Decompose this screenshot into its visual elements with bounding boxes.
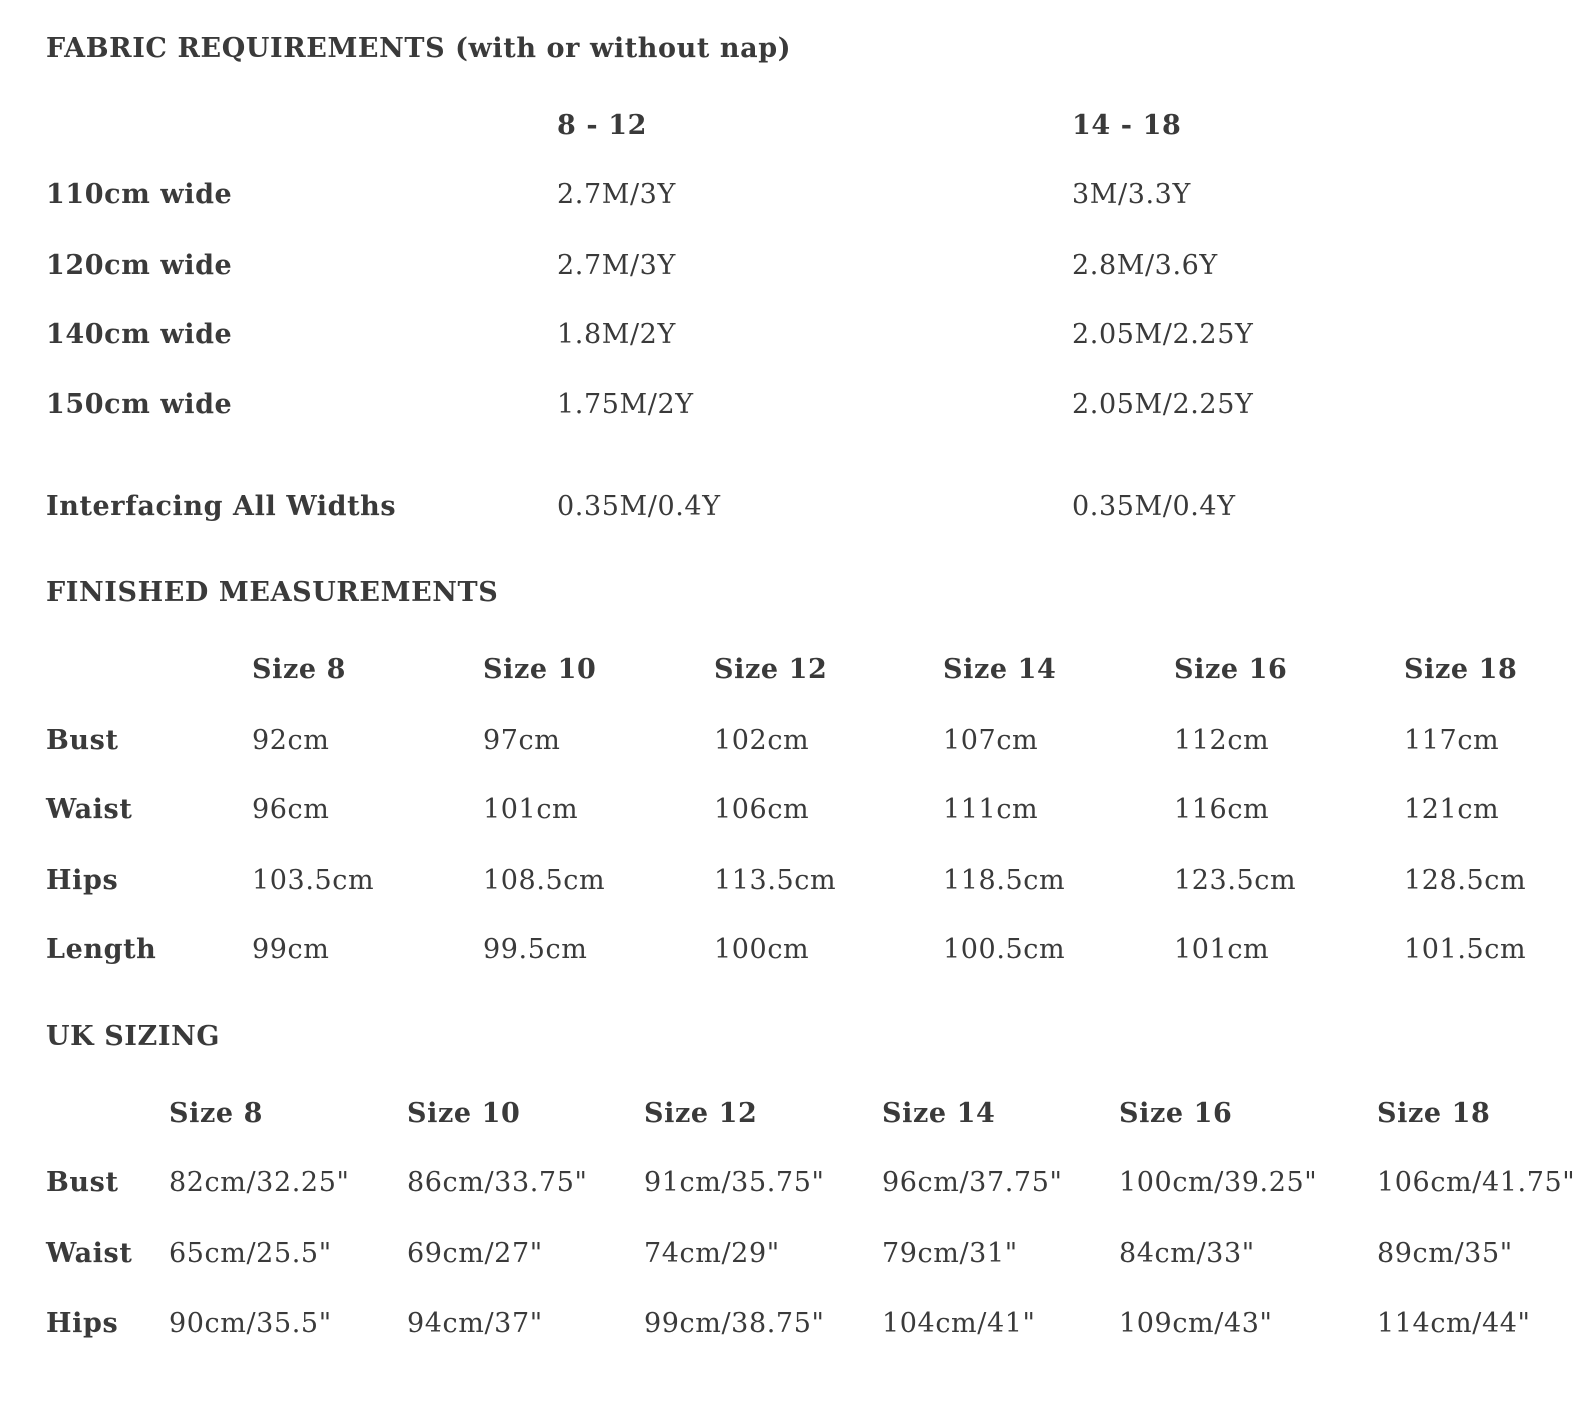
uk-header: Size 14 <box>882 1098 996 1129</box>
finished-cell: 112cm <box>1174 725 1270 756</box>
finished-cell: 107cm <box>943 725 1039 756</box>
uk-cell: 65cm/25.5" <box>169 1238 332 1269</box>
uk-cell: 84cm/33" <box>1119 1238 1255 1269</box>
finished-row-label: Bust <box>46 725 119 756</box>
fabric-row-label: Interfacing All Widths <box>46 491 397 522</box>
uk-header: Size 10 <box>407 1098 521 1129</box>
uk-cell: 82cm/32.25" <box>169 1167 350 1198</box>
finished-cell: 123.5cm <box>1174 865 1297 896</box>
uk-cell: 89cm/35" <box>1377 1238 1513 1269</box>
finished-measurements-title: FINISHED MEASUREMENTS <box>46 577 499 608</box>
uk-cell: 109cm/43" <box>1119 1308 1273 1339</box>
fabric-cell: 2.05M/2.25Y <box>1072 389 1254 420</box>
finished-cell: 103.5cm <box>252 865 375 896</box>
uk-cell: 86cm/33.75" <box>407 1167 588 1198</box>
finished-cell: 96cm <box>252 794 330 825</box>
finished-header: Size 12 <box>714 654 828 685</box>
uk-cell: 99cm/38.75" <box>644 1308 825 1339</box>
uk-cell: 90cm/35.5" <box>169 1308 332 1339</box>
finished-cell: 102cm <box>714 725 810 756</box>
fabric-cell: 2.7M/3Y <box>557 250 676 281</box>
fabric-cell: 1.8M/2Y <box>557 319 676 350</box>
fabric-row-label: 140cm wide <box>46 319 233 350</box>
fabric-cell: 3M/3.3Y <box>1072 179 1191 210</box>
finished-cell: 92cm <box>252 725 330 756</box>
uk-row-label: Hips <box>46 1308 119 1339</box>
finished-cell: 121cm <box>1404 794 1500 825</box>
fabric-cell: 2.8M/3.6Y <box>1072 250 1218 281</box>
uk-cell: 104cm/41" <box>882 1308 1036 1339</box>
finished-cell: 99.5cm <box>483 934 588 965</box>
finished-header: Size 16 <box>1174 654 1288 685</box>
fabric-row-label: 150cm wide <box>46 389 233 420</box>
finished-cell: 101cm <box>483 794 579 825</box>
fabric-cell: 1.75M/2Y <box>557 389 694 420</box>
uk-cell: 100cm/39.25" <box>1119 1167 1318 1198</box>
uk-header: Size 18 <box>1377 1098 1491 1129</box>
uk-cell: 106cm/41.75" <box>1377 1167 1576 1198</box>
finished-cell: 101.5cm <box>1404 934 1527 965</box>
finished-cell: 117cm <box>1404 725 1500 756</box>
fabric-requirements-title: FABRIC REQUIREMENTS (with or without nap) <box>46 33 792 64</box>
fabric-header-14-18: 14 - 18 <box>1072 110 1182 141</box>
finished-cell: 116cm <box>1174 794 1270 825</box>
fabric-cell: 2.05M/2.25Y <box>1072 319 1254 350</box>
fabric-row-label: 110cm wide <box>46 179 233 210</box>
finished-cell: 118.5cm <box>943 865 1066 896</box>
uk-sizing-title: UK SIZING <box>46 1021 221 1052</box>
finished-row-label: Waist <box>46 794 133 825</box>
uk-row-label: Waist <box>46 1238 133 1269</box>
fabric-cell: 2.7M/3Y <box>557 179 676 210</box>
uk-cell: 74cm/29" <box>644 1238 780 1269</box>
uk-cell: 69cm/27" <box>407 1238 543 1269</box>
finished-cell: 101cm <box>1174 934 1270 965</box>
finished-cell: 108.5cm <box>483 865 606 896</box>
finished-header: Size 18 <box>1404 654 1518 685</box>
uk-cell: 114cm/44" <box>1377 1308 1531 1339</box>
fabric-row-label: 120cm wide <box>46 250 233 281</box>
finished-cell: 128.5cm <box>1404 865 1527 896</box>
finished-header: Size 10 <box>483 654 597 685</box>
uk-row-label: Bust <box>46 1167 119 1198</box>
uk-cell: 91cm/35.75" <box>644 1167 825 1198</box>
finished-row-label: Hips <box>46 865 119 896</box>
finished-cell: 113.5cm <box>714 865 837 896</box>
uk-header: Size 8 <box>169 1098 264 1129</box>
finished-row-label: Length <box>46 934 157 965</box>
uk-header: Size 12 <box>644 1098 758 1129</box>
finished-cell: 100cm <box>714 934 810 965</box>
fabric-cell: 0.35M/0.4Y <box>557 491 721 522</box>
finished-cell: 100.5cm <box>943 934 1066 965</box>
finished-cell: 99cm <box>252 934 330 965</box>
uk-cell: 79cm/31" <box>882 1238 1018 1269</box>
uk-cell: 94cm/37" <box>407 1308 543 1339</box>
finished-cell: 106cm <box>714 794 810 825</box>
uk-header: Size 16 <box>1119 1098 1233 1129</box>
finished-cell: 111cm <box>943 794 1039 825</box>
finished-cell: 97cm <box>483 725 561 756</box>
finished-header: Size 14 <box>943 654 1057 685</box>
fabric-cell: 0.35M/0.4Y <box>1072 491 1236 522</box>
finished-header: Size 8 <box>252 654 347 685</box>
fabric-header-8-12: 8 - 12 <box>557 110 647 141</box>
uk-cell: 96cm/37.75" <box>882 1167 1063 1198</box>
